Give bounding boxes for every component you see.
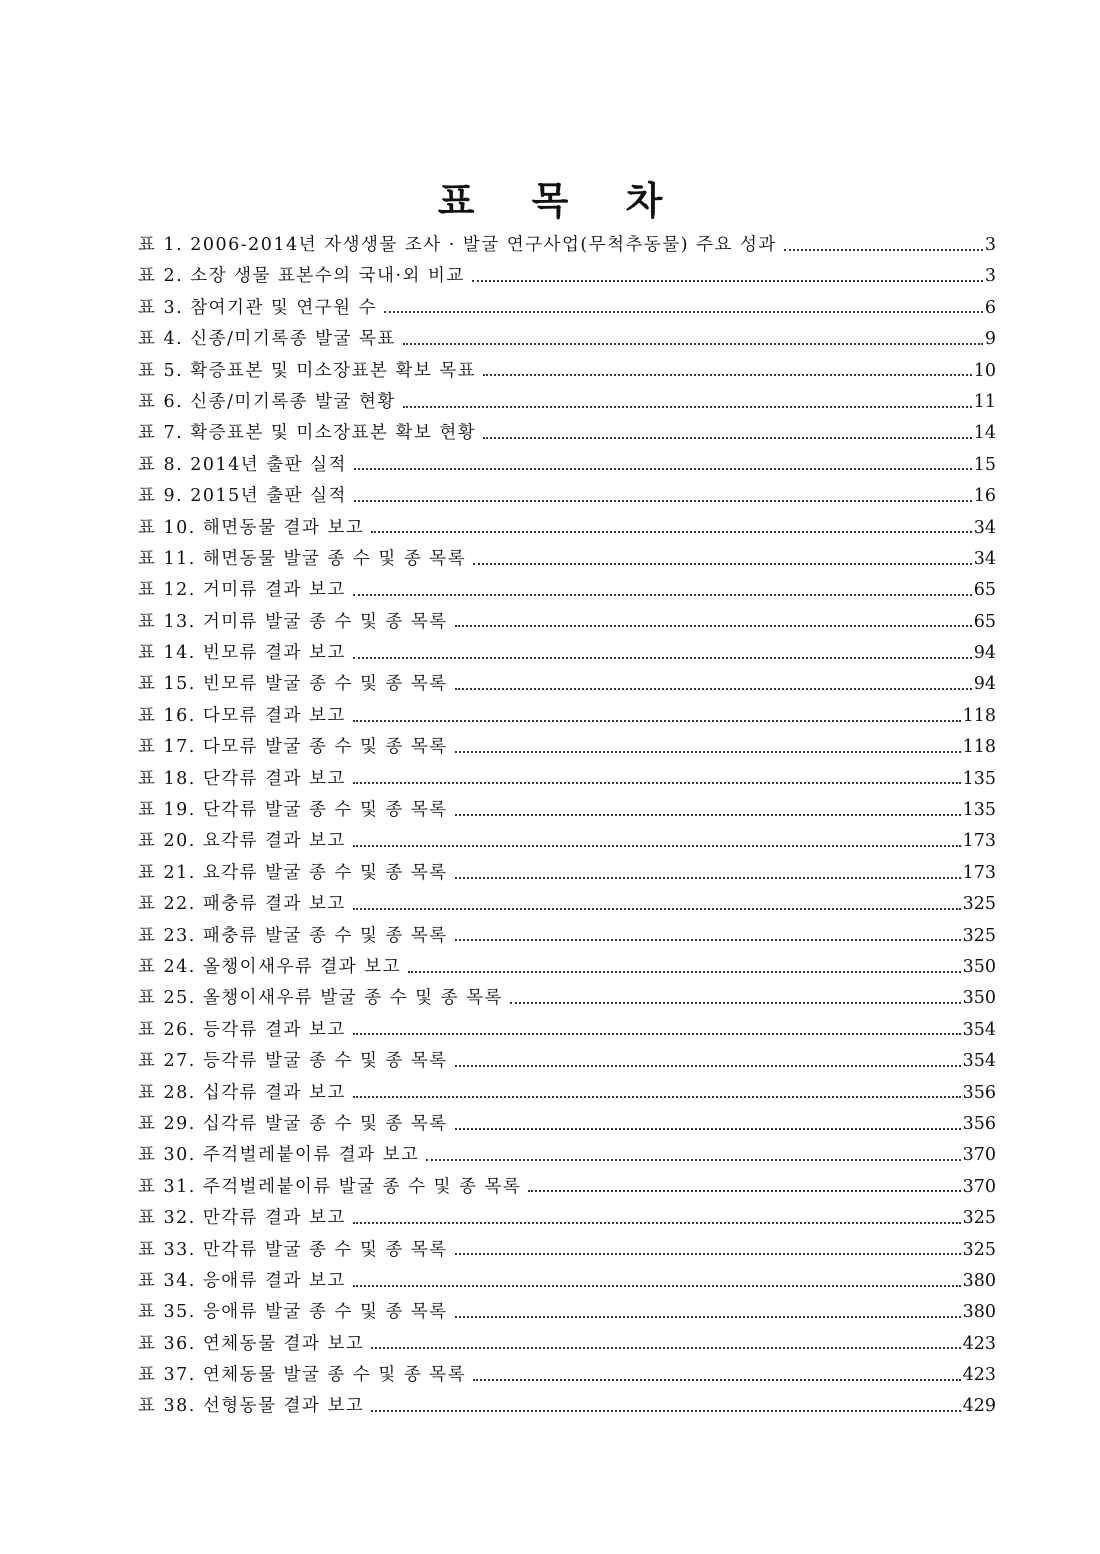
toc-entry-page-number: 135 xyxy=(962,768,996,789)
dot-leader xyxy=(483,374,972,376)
toc-entry-label: 표 1. 2006-2014년 자생생물 조사 · 발굴 연구사업(무척추동물) 주요 성과 xyxy=(138,235,777,255)
toc-entry[interactable] xyxy=(138,1203,996,1234)
toc-entry[interactable] xyxy=(138,356,996,387)
toc-entry-page-number: 423 xyxy=(962,1333,996,1354)
toc-entry[interactable] xyxy=(138,1078,996,1109)
toc-entry[interactable] xyxy=(138,669,996,700)
toc-entry-label: 표 21. 요각류 발굴 종 수 및 종 목록 xyxy=(138,862,448,883)
dot-leader xyxy=(353,782,961,784)
toc-entry-page-number: 356 xyxy=(962,1082,996,1103)
toc-entry-page-number: 325 xyxy=(962,925,996,946)
toc-entry-label: 표 32. 만각류 결과 보고 xyxy=(138,1208,346,1229)
toc-entry-page-number: 325 xyxy=(962,894,996,915)
dot-leader xyxy=(384,311,983,313)
toc-entry-page-number: 34 xyxy=(973,548,996,569)
toc-entry-label: 표 22. 패충류 결과 보고 xyxy=(138,894,346,915)
toc-entry-label: 표 34. 응애류 결과 보고 xyxy=(138,1270,346,1291)
dot-leader xyxy=(353,1096,961,1098)
dot-leader xyxy=(354,500,972,502)
toc-entry-page-number: 429 xyxy=(962,1396,996,1417)
toc-entry[interactable] xyxy=(138,450,996,481)
dot-leader xyxy=(510,1002,961,1004)
toc-entry-page-number: 14 xyxy=(973,423,996,444)
toc-entry-label: 표 8. 2014년 출판 실적 xyxy=(138,454,347,475)
toc-entry-label: 표 15. 빈모류 발굴 종 수 및 종 목록 xyxy=(138,674,448,695)
dot-leader xyxy=(353,1285,961,1287)
toc-entry[interactable] xyxy=(138,795,996,826)
toc-entry-label: 표 26. 등각류 결과 보고 xyxy=(138,1019,346,1040)
toc-entry[interactable] xyxy=(138,638,996,669)
toc-entry[interactable] xyxy=(138,701,996,732)
toc-entry-label: 표 10. 해면동물 결과 보고 xyxy=(138,517,365,538)
toc-entry-page-number: 354 xyxy=(962,1019,996,1040)
toc-entry-label: 표 17. 다모류 발굴 종 수 및 종 목록 xyxy=(138,737,448,758)
dot-leader xyxy=(371,1347,960,1349)
dot-leader xyxy=(353,594,972,596)
toc-entry[interactable] xyxy=(138,544,996,575)
toc-entry-label: 표 33. 만각류 발굴 종 수 및 종 목록 xyxy=(138,1239,448,1260)
toc-entry-label: 표 24. 올챙이새우류 결과 보고 xyxy=(138,956,402,977)
toc-entry-page-number: 380 xyxy=(962,1270,996,1291)
toc-entry-page-number: 15 xyxy=(973,454,996,475)
toc-entry-label: 표 30. 주걱벌레붙이류 결과 보고 xyxy=(138,1145,420,1166)
toc-entry-page-number: 118 xyxy=(962,737,996,758)
dot-leader xyxy=(455,1128,961,1130)
toc-entry[interactable] xyxy=(138,1015,996,1046)
dot-leader xyxy=(353,1033,961,1035)
toc-entry-label: 표 3. 참여기관 및 연구원 수 xyxy=(138,297,378,318)
toc-entry[interactable] xyxy=(138,418,996,449)
dot-leader xyxy=(426,1159,960,1161)
toc-entry-page-number: 9 xyxy=(984,329,996,350)
toc-entry-label: 표 18. 단각류 결과 보고 xyxy=(138,768,346,789)
toc-entry-label: 표 25. 올챙이새우류 발굴 종 수 및 종 목록 xyxy=(138,988,503,1009)
toc-entry[interactable] xyxy=(138,293,996,324)
toc-entry[interactable] xyxy=(138,261,996,292)
toc-entry[interactable] xyxy=(138,826,996,857)
toc-entry-label: 표 36. 연체동물 결과 보고 xyxy=(138,1333,365,1354)
toc-entry[interactable] xyxy=(138,1109,996,1140)
toc-entry-page-number: 10 xyxy=(973,360,996,381)
toc-entry[interactable] xyxy=(138,952,996,983)
toc-entry[interactable] xyxy=(138,889,996,920)
dot-leader xyxy=(473,563,972,565)
toc-entry-page-number: 118 xyxy=(962,705,996,726)
dot-leader xyxy=(455,814,961,816)
dot-leader xyxy=(353,657,972,659)
toc-entry-page-number: 370 xyxy=(962,1176,996,1197)
toc-entry-page-number: 16 xyxy=(973,486,996,507)
toc-entry-label: 표 16. 다모류 결과 보고 xyxy=(138,705,346,726)
toc-entry[interactable] xyxy=(138,324,996,355)
dot-leader xyxy=(455,625,972,627)
toc-entry[interactable] xyxy=(138,1297,996,1328)
toc-entry-label: 표 6. 신종/미기록종 발굴 현황 xyxy=(138,391,396,412)
toc-entry-page-number: 94 xyxy=(973,643,996,664)
toc-entry[interactable] xyxy=(138,1329,996,1360)
dot-leader xyxy=(784,249,983,251)
toc-entry-page-number: 94 xyxy=(973,674,996,695)
dot-leader xyxy=(354,468,972,470)
toc-entry[interactable] xyxy=(138,858,996,889)
toc-entry-page-number: 350 xyxy=(962,956,996,977)
toc-entry-label: 표 38. 선형동물 결과 보고 xyxy=(138,1396,365,1417)
dot-leader xyxy=(371,531,971,533)
dot-leader xyxy=(455,1065,961,1067)
toc-entry-label: 표 27. 등각류 발굴 종 수 및 종 목록 xyxy=(138,1051,448,1072)
toc-entry-page-number: 3 xyxy=(984,266,996,287)
dot-leader xyxy=(455,751,961,753)
toc-entry[interactable] xyxy=(138,1266,996,1297)
dot-leader xyxy=(455,939,961,941)
toc-entry-page-number: 11 xyxy=(973,391,996,412)
toc-entry-label: 표 5. 확증표본 및 미소장표본 확보 목표 xyxy=(138,360,477,381)
toc-entry-page-number: 135 xyxy=(962,800,996,821)
toc-entry-page-number: 354 xyxy=(962,1051,996,1072)
toc-entry-label: 표 37. 연체동물 발굴 종 수 및 종 목록 xyxy=(138,1365,467,1386)
toc-entry[interactable] xyxy=(138,607,996,638)
toc-entry-page-number: 350 xyxy=(962,988,996,1009)
toc-entry-page-number: 34 xyxy=(973,517,996,538)
toc-entry-page-number: 6 xyxy=(984,297,996,318)
toc-entry-label: 표 14. 빈모류 결과 보고 xyxy=(138,643,346,664)
toc-entry[interactable] xyxy=(138,1235,996,1266)
toc-entry[interactable] xyxy=(138,1140,996,1171)
dot-leader xyxy=(455,1316,961,1318)
dot-leader xyxy=(403,343,983,345)
toc-entry-label: 표 12. 거미류 결과 보고 xyxy=(138,580,346,601)
dot-leader xyxy=(353,1222,961,1224)
dot-leader xyxy=(455,877,961,879)
toc-entry-page-number: 325 xyxy=(962,1208,996,1229)
toc-entry-label: 표 13. 거미류 발굴 종 수 및 종 목록 xyxy=(138,611,448,632)
toc-entry-label: 표 4. 신종/미기록종 발굴 목표 xyxy=(138,329,396,350)
dot-leader xyxy=(353,845,961,847)
dot-leader xyxy=(455,1253,961,1255)
dot-leader xyxy=(353,908,961,910)
dot-leader xyxy=(371,1410,960,1412)
toc-entry-label: 표 7. 확증표본 및 미소장표본 확보 현황 xyxy=(138,423,477,444)
dot-leader xyxy=(353,720,961,722)
toc-entry-page-number: 423 xyxy=(962,1365,996,1386)
toc-entry[interactable] xyxy=(138,513,996,544)
toc-entry-label: 표 35. 응애류 발굴 종 수 및 종 목록 xyxy=(138,1302,448,1323)
toc-entry-label: 표 29. 십각류 발굴 종 수 및 종 목록 xyxy=(138,1113,448,1134)
toc-entry[interactable] xyxy=(138,1391,996,1422)
toc-entry-label: 표 2. 소장 생물 표본수의 국내·외 비교 xyxy=(138,266,465,287)
toc-entry-page-number: 65 xyxy=(973,580,996,601)
toc-entry[interactable] xyxy=(138,230,996,261)
toc-entry[interactable] xyxy=(138,1360,996,1391)
toc-entry-label: 표 31. 주걱벌레붙이류 발굴 종 수 및 종 목록 xyxy=(138,1176,522,1197)
dot-leader xyxy=(455,688,972,690)
toc-entry-page-number: 3 xyxy=(984,235,996,255)
toc-entry-page-number: 325 xyxy=(962,1239,996,1260)
toc-entry[interactable] xyxy=(138,1046,996,1077)
toc-entry-page-number: 173 xyxy=(962,862,996,883)
toc-entry[interactable] xyxy=(138,481,996,512)
toc-entry[interactable] xyxy=(138,921,996,952)
toc-entry-page-number: 356 xyxy=(962,1113,996,1134)
toc-entry-label: 표 20. 요각류 결과 보고 xyxy=(138,831,346,852)
toc-entry-label: 표 19. 단각류 발굴 종 수 및 종 목록 xyxy=(138,800,448,821)
page-title: 표 목 차 xyxy=(437,178,685,224)
dot-leader xyxy=(473,1379,960,1381)
toc-entry-label: 표 23. 패충류 발굴 종 수 및 종 목록 xyxy=(138,925,448,946)
toc-entry[interactable] xyxy=(138,1172,996,1203)
toc-entry[interactable] xyxy=(138,983,996,1014)
dot-leader xyxy=(472,280,983,282)
toc-entry-page-number: 370 xyxy=(962,1145,996,1166)
table-of-contents-list xyxy=(138,230,996,1423)
toc-entry-page-number: 65 xyxy=(973,611,996,632)
toc-entry[interactable] xyxy=(138,575,996,606)
toc-entry-label: 표 28. 십각류 결과 보고 xyxy=(138,1082,346,1103)
toc-entry-label: 표 9. 2015년 출판 실적 xyxy=(138,486,347,507)
toc-entry[interactable] xyxy=(138,764,996,795)
toc-entry-label: 표 11. 해면동물 발굴 종 수 및 종 목록 xyxy=(138,548,467,569)
dot-leader xyxy=(483,437,972,439)
toc-entry[interactable] xyxy=(138,732,996,763)
toc-entry[interactable] xyxy=(138,387,996,418)
dot-leader xyxy=(403,406,972,408)
toc-entry-page-number: 380 xyxy=(962,1302,996,1323)
dot-leader xyxy=(408,971,961,973)
dot-leader xyxy=(528,1190,960,1192)
toc-entry-page-number: 173 xyxy=(962,831,996,852)
